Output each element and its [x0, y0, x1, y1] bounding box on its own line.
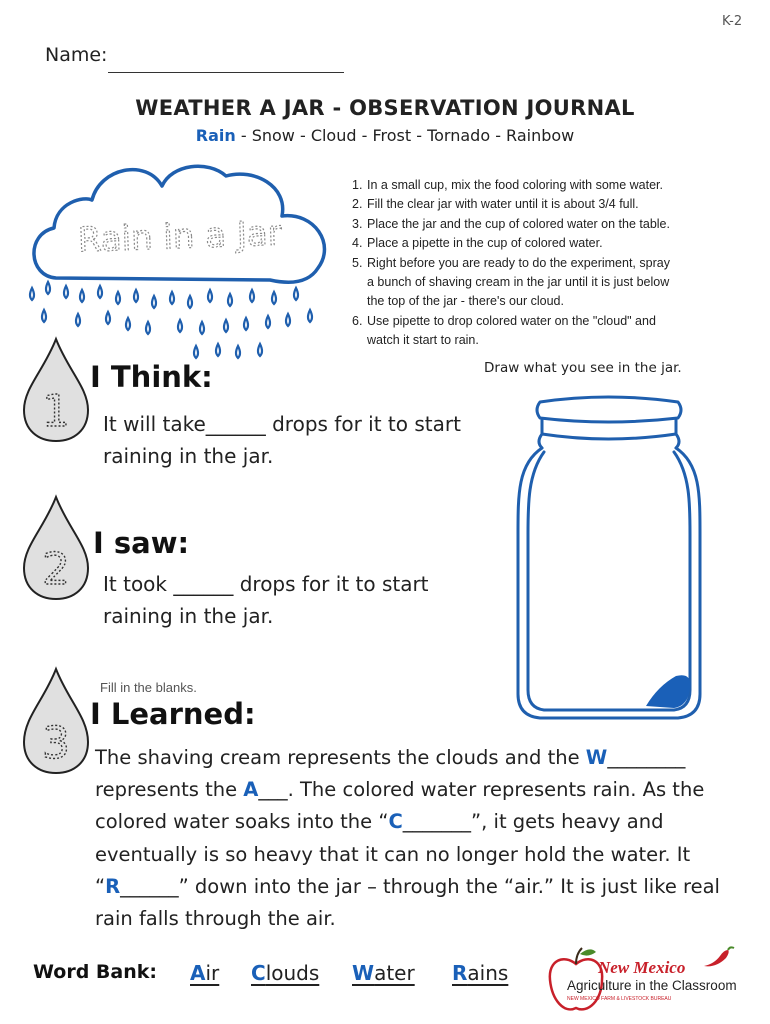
step-number: 1.	[352, 178, 363, 192]
think-prompt	[103, 408, 461, 472]
chile-pepper-icon	[700, 946, 736, 972]
colored-water-icon	[646, 675, 690, 708]
learned-text-part: ________ represents the	[95, 746, 686, 802]
word-rest: ir	[205, 961, 220, 985]
grade-level: K-2	[722, 14, 743, 29]
word-bank-word	[190, 961, 219, 985]
word-first-letter: R	[452, 961, 468, 985]
drop-number: 3	[42, 718, 70, 769]
saw-line-2: raining in the jar.	[103, 604, 274, 628]
blank-hint-letter: W	[585, 746, 608, 769]
blank-hint-letter: C	[388, 810, 403, 834]
learned-text-part: _______”, it gets heavy and eventually is so heavy that it can no longer hold the water. It “	[95, 810, 691, 898]
step-number: 3.	[352, 216, 363, 231]
saw-prompt	[103, 568, 429, 632]
logo-subtitle: Agriculture in the Classroom	[567, 978, 737, 993]
learned-paragraph	[95, 742, 745, 935]
step-text: In a small cup, mix the food coloring with some water.	[367, 178, 663, 192]
instruction-step	[352, 195, 732, 214]
instruction-step	[352, 215, 732, 234]
word-bank-word	[352, 961, 415, 985]
name-label: Name:	[45, 44, 108, 66]
jar-icon	[518, 397, 700, 718]
step-text: watch it start to rain.	[367, 333, 479, 348]
think-line-2: raining in the jar.	[103, 444, 274, 468]
word-rest: ains	[467, 961, 509, 985]
step-text: the top of the jar - there's our cloud.	[367, 294, 564, 309]
saw-line-1: It took ______ drops for it to start	[103, 572, 429, 596]
word-bank-label: Word Bank:	[33, 961, 157, 983]
logo-title: New Mexico	[598, 958, 686, 977]
instruction-step	[352, 312, 732, 351]
word-bank-word	[251, 961, 319, 985]
learned-text-part: The shaving cream represents the clouds and the	[95, 746, 586, 769]
drop-number-3-icon	[20, 666, 92, 776]
name-input-line[interactable]	[108, 72, 344, 73]
drop-number-2-icon	[20, 494, 92, 602]
step-number: 4.	[352, 236, 363, 251]
think-title: I Think:	[90, 360, 213, 394]
drop-number: 1	[42, 386, 70, 437]
weather-subtitle	[0, 126, 770, 145]
instruction-step	[352, 254, 732, 312]
word-rest: ater	[374, 961, 415, 985]
instruction-step	[352, 234, 732, 253]
think-line-1: It will take______ drops for it to start	[103, 412, 461, 436]
draw-caption: Draw what you see in the jar.	[484, 360, 682, 376]
step-text: Place the jar and the cup of colored water on the table.	[367, 216, 670, 231]
cloud-title: Rain in a Jar	[77, 213, 283, 261]
word-bank-word	[452, 961, 508, 985]
word-first-letter: A	[190, 961, 206, 985]
instruction-step	[352, 176, 732, 195]
step-text: Place a pipette in the cup of colored water.	[367, 236, 603, 251]
subtitle-other-topics: - Snow - Cloud - Frost - Tornado - Rainbow	[235, 126, 575, 145]
drop-number: 2	[42, 544, 70, 595]
step-number: 5.	[352, 255, 363, 270]
step-text: a bunch of shaving cream in the jar until it is just below	[367, 275, 670, 290]
drop-number-1-icon	[20, 336, 92, 444]
step-text: Right before you are ready to do the experiment, spray	[367, 255, 670, 270]
blank-hint-letter: A	[243, 778, 259, 802]
subtitle-active-topic: Rain	[195, 126, 236, 145]
learned-text-part: ______” down into the jar – through the “air.” It is just like real rain falls through the air.	[95, 874, 720, 931]
step-number: 6.	[352, 313, 363, 328]
step-number: 2.	[352, 197, 363, 212]
word-rest: louds	[265, 961, 320, 985]
word-first-letter: C	[251, 961, 266, 985]
word-first-letter: W	[352, 961, 375, 985]
learned-title: I Learned:	[90, 697, 256, 731]
page-title: WEATHER A JAR - OBSERVATION JOURNAL	[135, 96, 635, 120]
saw-title: I saw:	[93, 526, 190, 560]
step-text: Fill the clear jar with water until it is about 3/4 full.	[367, 197, 639, 212]
mason-jar-drawing-area[interactable]	[508, 394, 708, 734]
blank-hint-letter: R	[105, 874, 121, 898]
logo-tagline: NEW MEXICO FARM & LIVESTOCK BUREAU	[567, 996, 672, 1002]
learned-text-part: ___. The colored water represents rain. As the colored water soaks into the “	[95, 778, 705, 834]
step-text: Use pipette to drop colored water on the "cloud" and	[367, 313, 656, 328]
fill-in-note: Fill in the blanks.	[100, 680, 197, 695]
instruction-steps	[352, 176, 732, 351]
